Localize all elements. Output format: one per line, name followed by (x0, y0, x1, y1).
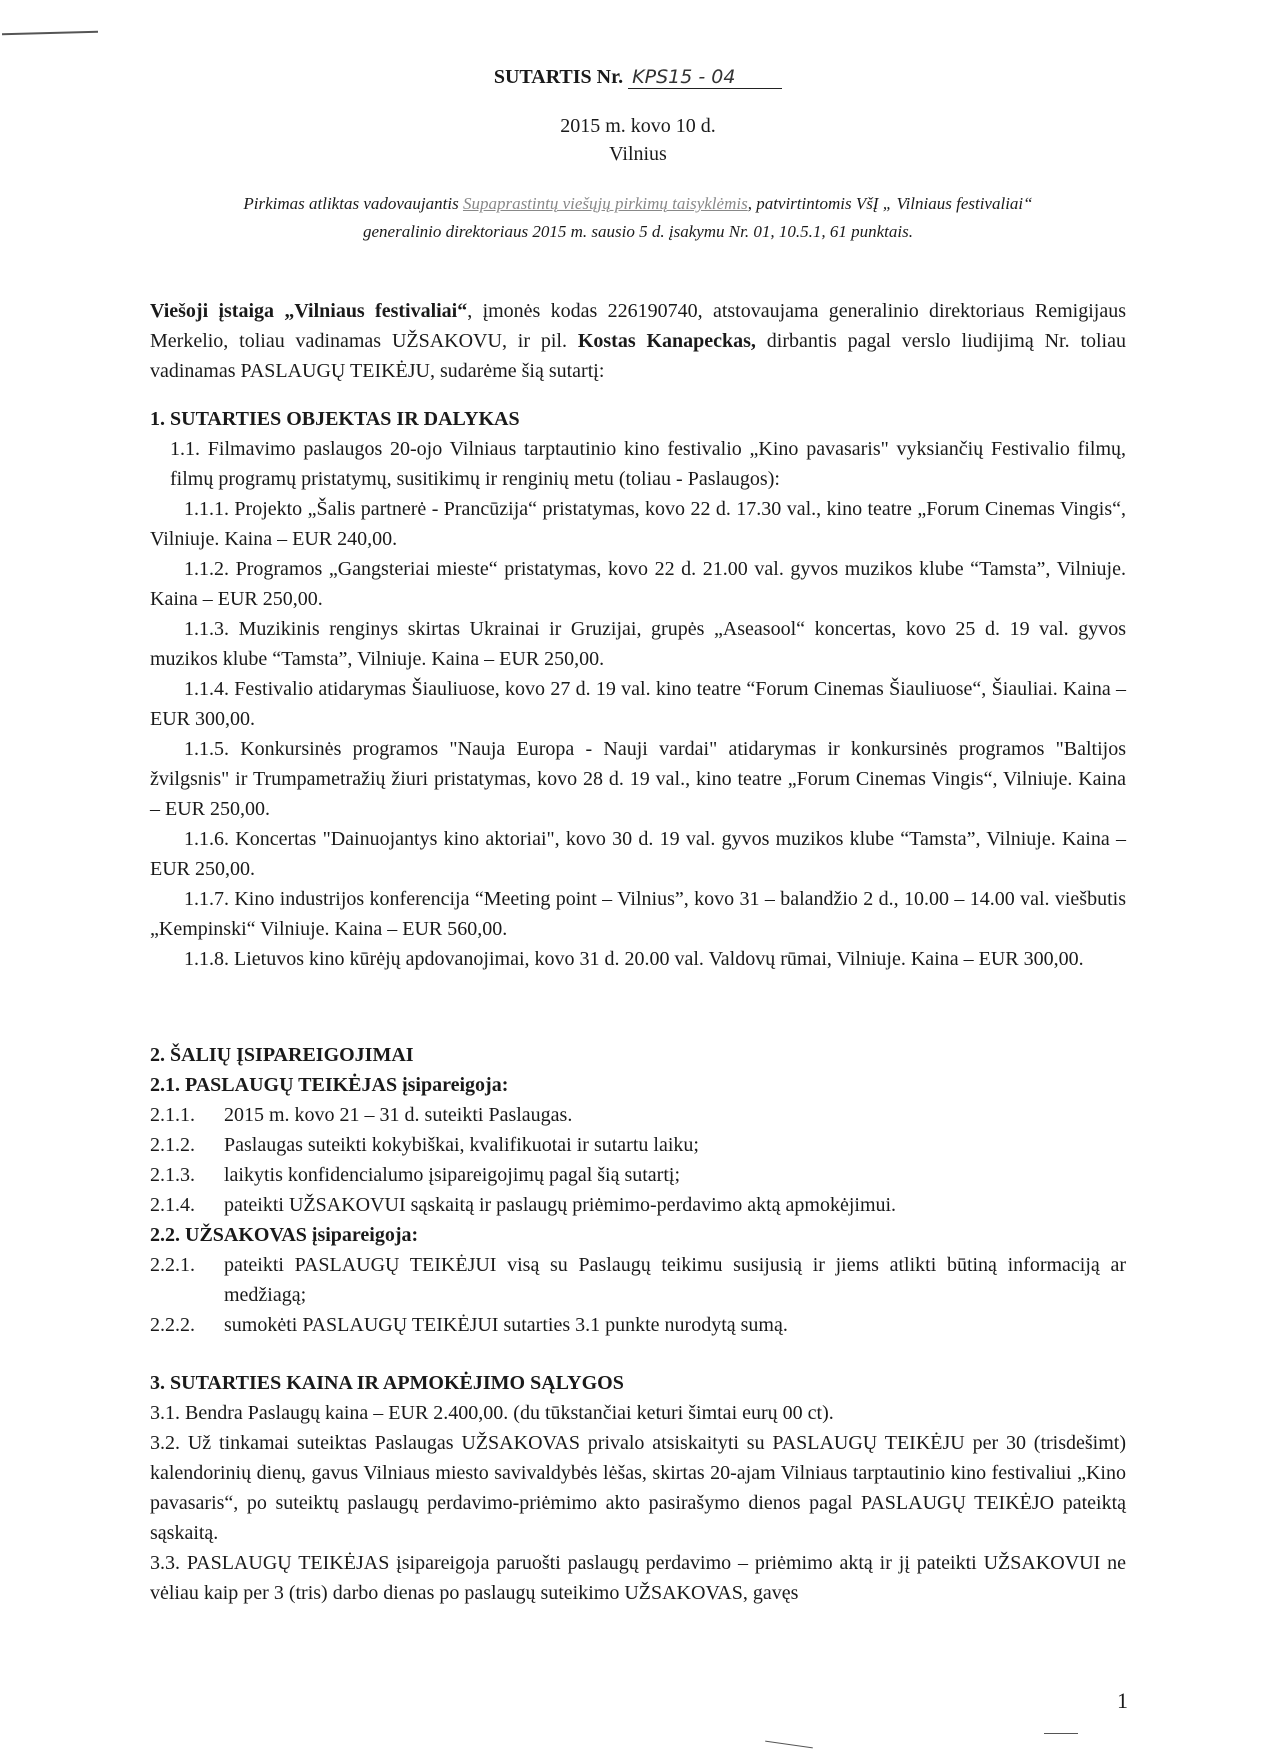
clause-2-2-heading: 2.2. UŽSAKOVAS įsipareigoja: (150, 1224, 419, 1246)
parties-text (150, 296, 1126, 386)
clause-1-1-2: 1.1.2. Programos „Gangsteriai mieste“ pristatymas, kovo 22 d. 21.00 val. gyvos muzikos klube “Tamsta”, Vilniuje. Kaina – EUR 250,00. (150, 558, 1126, 610)
parties-paragraph (150, 296, 1126, 386)
contract-number: KPS15 - 04 (628, 66, 782, 89)
clause-1-1-6: 1.1.6. Koncertas "Dainuojantys kino aktoriai", kovo 30 d. 19 val. gyvos muzikos klube “Tamsta”, Vilniuje. Kaina – EUR 250,00. (150, 828, 1126, 880)
clause-1-1-7: 1.1.7. Kino industrijos konferencija “Meeting point – Vilnius”, kovo 31 – balandžio 2 d., 10.00 – 14.00 val. viešbutis „Kempinski“ Vilniuje. Kaina – EUR 560,00. (150, 888, 1126, 940)
clause-text: laikytis konfidencialumo įsipareigojimų pagal šią sutartį; (224, 1164, 681, 1186)
clause-2-1-heading: 2.1. PASLAUGŲ TEIKĖJAS įsipareigoja: (150, 1074, 509, 1096)
party-2-details: dirbantis pagal verslo liudijimą Nr. toliau vadinamas PASLAUGŲ TEIKĖJU, sudarėme šią sutartį: (150, 330, 1126, 382)
scan-mark (1044, 1733, 1078, 1734)
clause-1-1-1: 1.1.1. Projekto „Šalis partnerė - Prancūzija“ pristatymas, kovo 22 d. 17.30 val., kino teatre „Forum Cinemas Vingis“, Vilniuje. Kaina – EUR 240,00. (150, 498, 1126, 550)
party-1-details: , įmonės kodas 226190740, atstovaujama generalinio direktoriaus Remigijaus Merkelio, toliau vadinamas UŽSAKOVU, ir pil. (150, 300, 1126, 352)
clause-2-2-2 (150, 1310, 1126, 1340)
clause-1-1-4: 1.1.4. Festivalio atidarymas Šiauliuose, kovo 27 d. 19 val. kino teatre “Forum Cinemas Šiauliuose“, Šiauliai. Kaina – EUR 300,00. (150, 678, 1126, 730)
clause-3-1: 3.1. Bendra Paslaugų kaina – EUR 2.400,00. (du tūkstančiai keturi šimtai eurų 00 ct). (150, 1402, 834, 1424)
clause-text: pateikti UŽSAKOVUI sąskaitą ir paslaugų priėmimo-perdavimo aktą apmokėjimui. (224, 1194, 897, 1216)
clause-number: 2.1.4. (150, 1194, 195, 1216)
clause-number: 2.1.1. (150, 1104, 195, 1126)
page-number: 1 (1117, 1688, 1128, 1713)
clause-2-1-4 (150, 1190, 1126, 1220)
clause-1-1: 1.1. Filmavimo paslaugos 20-ojo Vilniaus tarptautinio kino festivalio „Kino pavasaris" vyksiančių Festivalio filmų, filmų programų pristatymų, susitikimų ir renginių metu (toliau - Paslaugos): (170, 438, 1126, 490)
clause-1-1-8: 1.1.8. Lietuvos kino kūrėjų apdovanojimai, kovo 31 d. 20.00 val. Valdovų rūmai, Vilniuje. Kaina – EUR 300,00. (184, 948, 1084, 970)
clause-1-1-3: 1.1.3. Muzikinis renginys skirtas Ukrainai ir Gruzijai, grupės „Aseasool“ koncertas, kovo 25 d. 19 val. gyvos muzikos klube “Tamsta”, Vilniuje. Kaina – EUR 250,00. (150, 618, 1126, 670)
title-label: SUTARTIS Nr. (493, 66, 624, 88)
section-2 (150, 1040, 1126, 1340)
clause-text: sumokėti PASLAUGŲ TEIKĖJUI sutarties 3.1 punkte nurodytą sumą. (224, 1314, 788, 1336)
clause-number: 2.2.1. (150, 1254, 195, 1276)
procurement-note-line1 (150, 190, 1126, 218)
party-2: Kostas Kanapeckas, (577, 330, 756, 352)
clause-text: pateikti PASLAUGŲ TEIKĖJUI visą su Paslaugų teikimu susijusią ir jiems atlikti būtiną informaciją ar medžiagą; (224, 1254, 1126, 1306)
clause-2-2-1 (150, 1250, 1126, 1310)
clause-2-1-1 (150, 1100, 1126, 1130)
date-block (150, 112, 1126, 168)
note-text-2: , patvirtintomis VšĮ „ Vilniaus festivaliai“ (747, 194, 1033, 213)
section-3-heading: 3. SUTARTIES KAINA IR APMOKĖJIMO SĄLYGOS (150, 1372, 624, 1394)
clause-2-1-2 (150, 1130, 1126, 1160)
contract-title (150, 66, 1126, 89)
note-text: Pirkimas atliktas vadovaujantis (243, 194, 463, 213)
procurement-note-line2: generalinio direktoriaus 2015 m. sausio 5 d. įsakymu Nr. 01, 10.5.1, 61 punktais. (363, 222, 913, 241)
clause-text: Paslaugas suteikti kokybiškai, kvalifikuotai ir sutartu laiku; (224, 1134, 699, 1156)
procurement-note (150, 190, 1126, 246)
clause-number: 2.1.3. (150, 1164, 195, 1186)
contract-date: 2015 m. kovo 10 d. (560, 115, 716, 137)
clause-2-1-3 (150, 1160, 1126, 1190)
clause-number: 2.1.2. (150, 1134, 195, 1156)
party-1: Viešoji įstaiga „Vilniaus festivaliai“ (150, 300, 468, 322)
section-2-heading: 2. ŠALIŲ ĮSIPAREIGOJIMAI (150, 1044, 414, 1066)
clause-1-1-5: 1.1.5. Konkursinės programos "Nauja Europa - Nauji vardai" atidarymas ir konkursinės programos "Baltijos žvilgsnis" ir Trumpametražių žiuri pristatymas, kovo 28 d. 19 val., kino teatre „Forum Cinemas Vingis“, Vilniuje. Kaina – EUR 250,00. (150, 738, 1126, 820)
scan-mark (765, 1741, 813, 1749)
contract-city: Vilnius (609, 143, 667, 165)
rules-link: Supaprastintų viešųjų pirkimų taisyklėmis (462, 194, 748, 213)
clause-3-3: 3.3. PASLAUGŲ TEIKĖJAS įsipareigoja paruošti paslaugų perdavimo – priėmimo aktą ir jį pateikti UŽSAKOVUI ne vėliau kaip per 3 (tris) darbo dienas po paslaugų suteikimo UŽSAKOVAS, gavęs (150, 1552, 1126, 1604)
clause-3-2: 3.2. Už tinkamai suteiktas Paslaugas UŽSAKOVAS privalo atsiskaityti su PASLAUGŲ TEIKĖJU per 30 (trisdešimt) kalendorinių dienų, gavus Vilniaus miesto savivaldybės lėšas, skirtas 20-ajam Vilniaus tarptautinio kino festivaliui „Kino pavasaris“, po suteiktų paslaugų perdavimo-priėmimo akto pasirašymo dienos pagal PASLAUGŲ TEIKĖJO pateiktą sąskaitą. (150, 1432, 1126, 1544)
section-1 (150, 404, 1126, 974)
section-3 (150, 1368, 1126, 1608)
clause-text: 2015 m. kovo 21 – 31 d. suteikti Paslaugas. (224, 1104, 573, 1126)
scan-mark (2, 31, 98, 36)
clause-number: 2.2.2. (150, 1314, 195, 1336)
section-1-heading: 1. SUTARTIES OBJEKTAS IR DALYKAS (150, 408, 520, 430)
